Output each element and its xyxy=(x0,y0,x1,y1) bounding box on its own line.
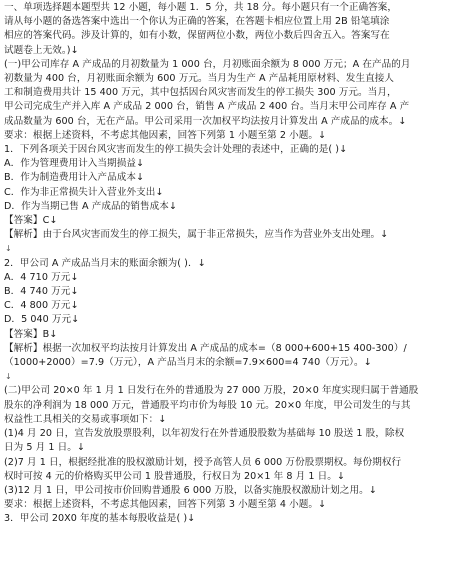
option-b: B．4 740 万元↓ xyxy=(4,286,79,298)
case-two-line: (2)7 月 1 日，根据经批准的股权激励计划，授予高管人员 6 000 万份股票期权。每份期权行 xyxy=(4,456,402,468)
case-two-line: (3)12 月 1 日，甲公司按市价回购普通股 6 000 万股，以备实施股权激励计划之用。↓ xyxy=(4,484,377,496)
answer-line: 【答案】C↓ xyxy=(4,215,58,227)
blank-paragraph: ↓ xyxy=(5,372,12,382)
option-a: A．4 710 万元↓ xyxy=(4,271,79,283)
case-two-line: (二)甲公司 20×0 年 1 月 1 日发行在外的普通股为 27 000 万股，20×0 年度实现归属于普通股 xyxy=(4,385,419,397)
option-b: B．作为制造费用计入产品成本↓ xyxy=(4,172,145,184)
question-stem: 2．甲公司 A 产成品当月末的账面余额为( )．↓ xyxy=(4,257,206,269)
analysis-line: 【解析】由于台风灾害而发生的停工损失，属于非正常损失，应当作为营业外支出处理。↓ xyxy=(4,229,389,241)
case-two-line: 股东的净利润为 18 000 万元，普通股平均市价为每股 10 元。20×0 年度，甲公司发生的与其 xyxy=(4,399,411,411)
option-d: D．5 040 万元↓ xyxy=(4,314,80,326)
case-one-line: 成品数量为 600 台，无在产品。甲公司采用一次加权平均法按月计算发出 A 产成品的成本。↓ xyxy=(4,115,407,127)
question-1 xyxy=(4,143,456,242)
case-two-line: (1)4 月 20 日，宣告发放股票股利，以年初发行在外普通股股数为基础每 10 股送 1 股，除权 xyxy=(4,428,405,440)
case-two-line: 日为 5 月 1 日。↓ xyxy=(4,442,86,454)
option-a: A．作为管理费用计入当期损益↓ xyxy=(4,158,145,170)
question-2 xyxy=(4,257,456,371)
question-3 xyxy=(4,512,456,526)
case-one xyxy=(4,58,456,143)
case-two-requirement: 要求：根据上述资料，不考虑其他因素，回答下列第 3 小题至第 4 小题。↓ xyxy=(4,499,327,511)
intro-line: 试题卷上无效。)↓ xyxy=(4,44,79,56)
analysis-line: （1000+2000）=7.9（万元），A 产品当月末的余额=7.9×600=4 740（万元）。↓ xyxy=(4,357,372,369)
analysis-line: 【解析】根据一次加权平均法按月计算发出 A 产成品的成本=（8 000+600+15 400-300）/ xyxy=(4,342,407,354)
blank-paragraph: ↓ xyxy=(5,244,12,254)
case-one-line: 甲公司完成生产并入库 A 产成品 2 000 台，销售 A 产成品 2 400 台。当月末甲公司库存 A 产 xyxy=(4,101,410,113)
question-stem: 1．下列各项关于因台风灾害而发生的停工损失会计处理的表述中，正确的是( )↓ xyxy=(4,144,348,156)
answer-line: 【答案】B↓ xyxy=(4,328,58,340)
case-two-line: 权益性工具相关的交易或事项如下：↓ xyxy=(4,413,167,425)
case-two-line: 权时可按 4 元的价格购买甲公司 1 股普通股，行权日为 20×1 年 8 月 1 日。↓ xyxy=(4,470,345,482)
intro-line: 相应的答案代码。涉及计算的，如有小数，保留两位小数，两位小数后四舍五入。答案写在 xyxy=(4,30,390,42)
case-one-requirement: 要求：根据上述资料，不考虑其他因素，回答下列第 1 小题至第 2 小题。↓ xyxy=(4,129,327,141)
section-intro xyxy=(4,1,456,58)
option-c: C．作为非正常损失计入营业外支出↓ xyxy=(4,186,164,198)
case-one-line: 初数量为 400 台，月初账面余额为 600 万元。当月为生产 A 产品耗用原材料、发生直接人 xyxy=(4,73,395,85)
option-d: D．作为当期已售 A 产成品的销售成本↓ xyxy=(4,200,177,212)
case-one-line: (一)甲公司库存 A 产成品的月初数量为 1 000 台，月初账面余额为 8 000 万元；A 在产品的月 xyxy=(4,58,411,70)
case-one-line: 工和制造费用共计 15 400 万元，其中包括因台风灾害而发生的停工损失 300 万元。当月， xyxy=(4,87,397,99)
option-c: C．4 800 万元↓ xyxy=(4,300,79,312)
case-two xyxy=(4,384,456,512)
intro-line: 请从每小题的备选答案中选出一个你认为正确的答案，在答题卡相应位置上用 2B 铅笔填涂 xyxy=(4,16,390,28)
intro-line: 一、单项选择题本题型共 12 小题，每小题 1．5 分，共 18 分。每小题只有一个正确答案， xyxy=(4,2,398,13)
question-stem: 3．甲公司 20X0 年度的基本每股收益是( )↓ xyxy=(4,513,196,525)
